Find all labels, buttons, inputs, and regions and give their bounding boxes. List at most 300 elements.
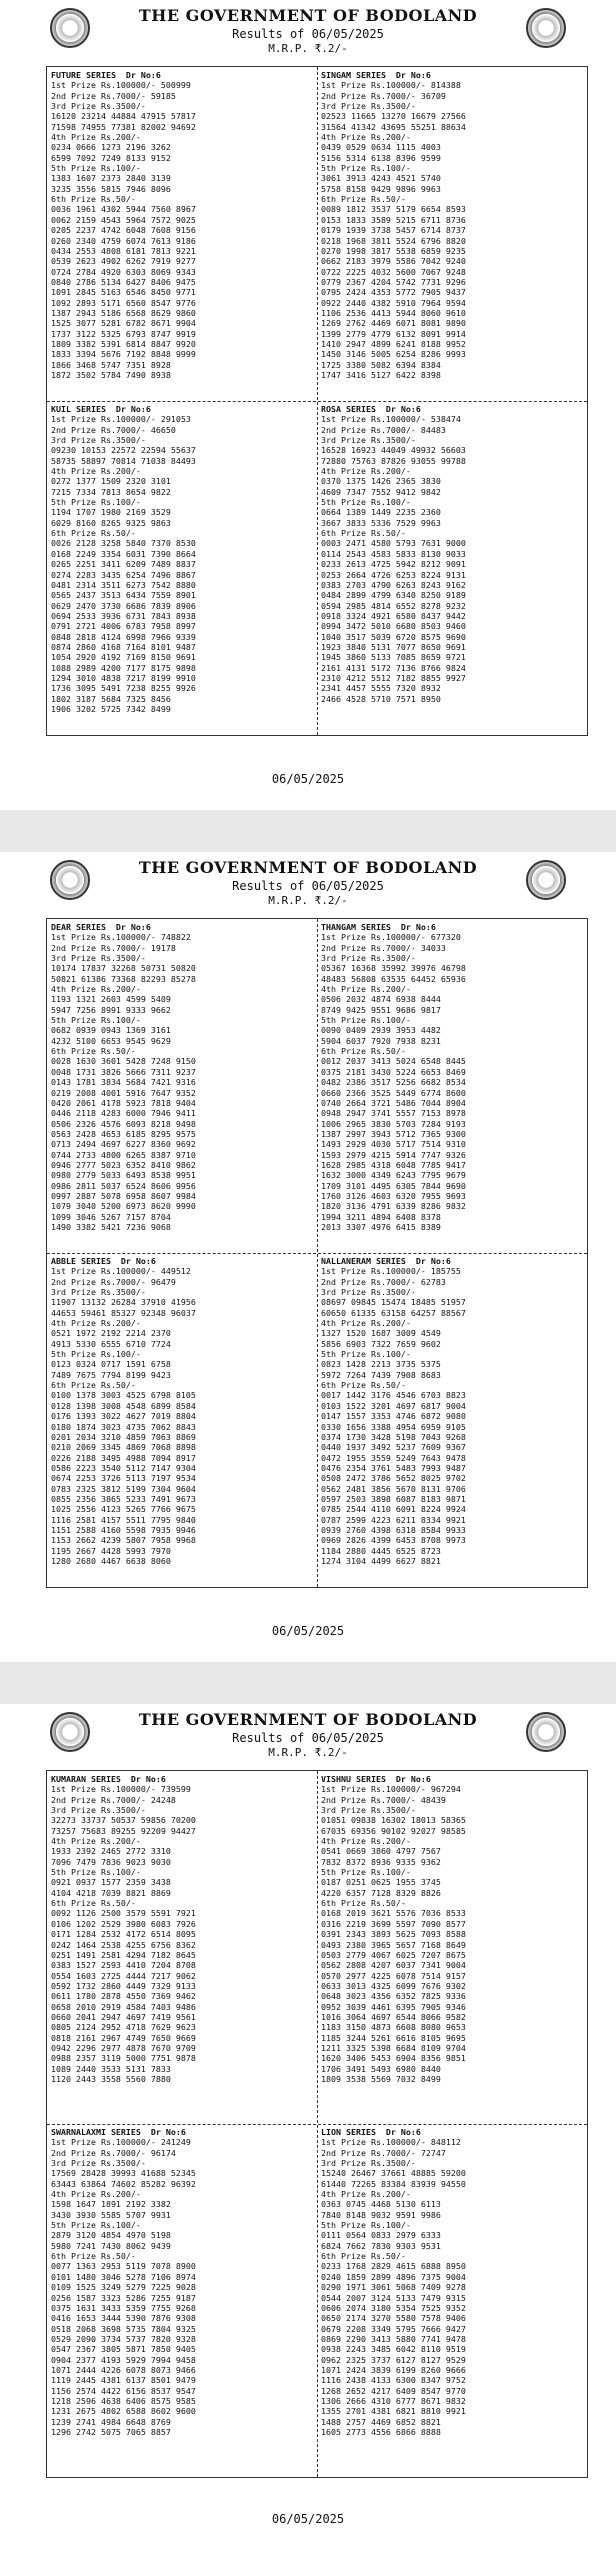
result-line: 1994 3211 4894 6408 8378 <box>321 1211 441 1222</box>
result-line: 1119 2445 4381 6137 8501 9479 <box>51 2375 196 2386</box>
sheet-title: THE GOVERNMENT OF BODOLAND <box>138 6 478 25</box>
result-line: 63443 63864 74602 85282 96392 <box>51 2178 196 2189</box>
result-line: 0848 2818 4124 6998 7966 9339 <box>51 631 196 642</box>
result-line: 7096 7479 7836 9023 9030 <box>51 1856 171 1867</box>
result-line: 0787 2599 4223 6211 8334 9921 <box>321 1514 466 1525</box>
result-line: 0818 2161 2967 4749 7650 9669 <box>51 2032 196 2043</box>
result-line: 4th Prize Rs.200/- <box>321 2189 411 2200</box>
result-line: 1605 2773 4556 6866 8888 <box>321 2426 441 2437</box>
result-line: 0508 2472 3786 5652 8025 9702 <box>321 1473 466 1484</box>
result-line: 1183 3150 4873 6608 8080 9653 <box>321 2022 466 2033</box>
result-line: 1071 2444 4226 6078 8073 9466 <box>51 2364 196 2375</box>
result-line: 1628 2985 4318 6048 7785 9417 <box>321 1159 466 1170</box>
result-line: 1747 3416 5127 6422 8398 <box>321 369 441 380</box>
result-line: 3rd Prize Rs.3500/- <box>51 2158 146 2169</box>
result-line: 2nd Prize Rs.7000/- 36709 <box>321 90 446 101</box>
state-emblem-right-icon <box>526 8 566 48</box>
result-line: 5th Prize Rs.100/- <box>51 497 141 508</box>
result-line: 0101 1480 3046 5278 7106 8974 <box>51 2271 196 2282</box>
result-line: 5th Prize Rs.100/- <box>321 2220 411 2231</box>
state-emblem-left-icon <box>50 1712 90 1752</box>
series-block <box>47 1253 317 1569</box>
result-line: 0629 2470 3730 6686 7839 8906 <box>51 600 196 611</box>
result-line: 0168 2249 3354 6031 7390 8664 <box>51 548 196 559</box>
result-line: 1399 2779 4779 6132 8091 9914 <box>321 328 466 339</box>
result-line: 0316 2219 3699 5597 7090 8577 <box>321 1918 466 1929</box>
result-line: 6th Prize Rs.50/- <box>51 1898 136 1909</box>
result-line: 1071 2424 3839 6199 8260 9666 <box>321 2364 466 2375</box>
result-line: 0363 0745 4468 5130 6113 <box>321 2199 441 2210</box>
result-line: 1802 3187 5684 7325 8456 <box>51 693 171 704</box>
result-line: 3rd Prize Rs.3500/- <box>51 953 146 964</box>
result-line: 05367 16368 35992 39976 46798 <box>321 963 466 974</box>
result-line: 5156 5314 6138 8396 9599 <box>321 152 441 163</box>
result-line: 0563 2428 4653 6185 8295 9575 <box>51 1128 196 1139</box>
result-line: 0592 1732 2860 4449 7329 9133 <box>51 1980 196 1991</box>
result-line: 17569 28428 39993 41688 52345 <box>51 2168 196 2179</box>
result-line: 5th Prize Rs.100/- <box>321 1349 411 1360</box>
result-line: 15240 26467 37661 48885 59200 <box>321 2168 466 2179</box>
state-emblem-left-icon <box>50 8 90 48</box>
result-line: 4th Prize Rs.200/- <box>51 984 141 995</box>
result-line: 0111 0564 0833 2979 6333 <box>321 2230 441 2241</box>
result-line: 0253 2664 4726 6253 8224 9131 <box>321 569 466 580</box>
result-line: 1st Prize Rs.100000/- 500999 <box>51 80 191 91</box>
result-line: 7832 8372 8936 9335 9362 <box>321 1856 441 1867</box>
result-line: 0918 3324 4921 6580 8437 9442 <box>321 610 466 621</box>
result-line: 0969 2826 4399 6453 8708 9973 <box>321 1535 466 1546</box>
result-line: 0290 1971 3061 5068 7409 9278 <box>321 2282 466 2293</box>
series-name: ABBLE SERIES Dr No:6 <box>51 1256 156 1266</box>
result-line: 5th Prize Rs.100/- <box>51 1349 141 1360</box>
result-line: 0988 2357 3119 5000 7751 9878 <box>51 2053 196 2064</box>
result-line: 0106 1202 2529 3980 6083 7926 <box>51 1918 196 1929</box>
footer-date: 06/05/2025 <box>271 1624 345 1638</box>
result-line: 0109 1525 3249 5279 7225 9028 <box>51 2282 196 2293</box>
result-line: 1450 3146 5005 6254 8286 9993 <box>321 349 466 360</box>
result-line: 1st Prize Rs.100000/- 739599 <box>51 1784 191 1795</box>
sheet-title: THE GOVERNMENT OF BODOLAND <box>138 858 478 877</box>
result-line: 1st Prize Rs.100000/- 848112 <box>321 2137 461 2148</box>
series-name: FUTURE SERIES Dr No:6 <box>51 70 161 80</box>
result-line: 61440 72265 83384 83939 94550 <box>321 2178 466 2189</box>
result-line: 3667 3833 5336 7529 9963 <box>321 517 441 528</box>
result-line: 1945 3860 5133 7085 8659 9721 <box>321 652 466 663</box>
result-line: 10174 17837 32268 50731 50820 <box>51 963 196 974</box>
result-line: 0662 2183 3979 5586 7042 9240 <box>321 256 466 267</box>
result-line: 0270 1998 3817 5538 6859 9235 <box>321 245 466 256</box>
result-line: 3rd Prize Rs.3500/- <box>51 1805 146 1816</box>
series-name: NALLANERAM SERIES Dr No:6 <box>321 1256 451 1266</box>
result-line: 1184 2880 4445 6525 8723 <box>321 1545 441 1556</box>
result-line: 1268 2652 4217 6409 8547 9770 <box>321 2385 466 2396</box>
sheet-header <box>0 1704 616 1766</box>
result-line: 0506 2032 4874 6938 8444 <box>321 994 441 1005</box>
result-line: 1598 1647 1891 2192 3382 <box>51 2199 171 2210</box>
series-block <box>47 919 317 1235</box>
result-line: 4th Prize Rs.200/- <box>321 1836 411 1847</box>
result-line: 0274 2283 3435 6254 7496 8867 <box>51 569 196 580</box>
result-line: 5th Prize Rs.100/- <box>51 1015 141 1026</box>
series-name: SINGAM SERIES Dr No:6 <box>321 70 431 80</box>
result-line: 0472 1955 3559 5249 7643 9478 <box>321 1452 466 1463</box>
series-block <box>317 2124 587 2440</box>
result-line: 0539 2623 4902 6262 7919 9277 <box>51 256 196 267</box>
result-line: 2013 3307 4976 6415 8389 <box>321 1221 441 1232</box>
result-line: 0674 2253 3726 5113 7197 9534 <box>51 1473 196 1484</box>
result-line: 48483 56808 63535 64452 65936 <box>321 973 466 984</box>
result-line: 1079 3040 5200 6973 8620 9990 <box>51 1201 196 1212</box>
result-line: 1089 2440 3533 5131 7833 <box>51 2063 171 2074</box>
result-line: 0997 2887 5078 6958 8607 9984 <box>51 1190 196 1201</box>
result-line: 1054 2920 4192 7169 8150 9691 <box>51 652 196 663</box>
result-line: 0100 1378 3003 4525 6798 8105 <box>51 1390 196 1401</box>
result-line: 0012 2037 3413 5024 6548 8445 <box>321 1056 466 1067</box>
result-line: 2nd Prize Rs.7000/- 34033 <box>321 942 446 953</box>
result-line: 11907 13132 26284 37910 41956 <box>51 1297 196 1308</box>
state-emblem-right-icon <box>526 1712 566 1752</box>
result-line: 2nd Prize Rs.7000/- 46650 <box>51 424 176 435</box>
result-line: 0233 2613 4725 5942 8212 9091 <box>321 559 466 570</box>
result-line: 0416 1653 3444 5390 7876 9308 <box>51 2313 196 2324</box>
result-line: 4th Prize Rs.200/- <box>51 1836 141 1847</box>
result-line: 4232 5100 6653 9545 9629 <box>51 1035 171 1046</box>
result-line: 0694 2533 3936 6731 7843 8938 <box>51 610 196 621</box>
result-line: 0521 1972 2192 2214 2370 <box>51 1328 171 1339</box>
result-line: 0481 2314 3511 6273 7542 8880 <box>51 579 196 590</box>
results-date-line: Results of 06/05/2025 <box>232 27 384 41</box>
result-line: 0234 0666 1273 2196 3262 <box>51 142 171 153</box>
results-table <box>46 66 588 736</box>
result-line: 0547 2367 3805 5871 7850 9405 <box>51 2344 196 2355</box>
result-line: 7489 7675 7794 8199 9423 <box>51 1369 171 1380</box>
result-line: 0260 2340 4759 6074 7613 9186 <box>51 235 196 246</box>
result-line: 0062 2159 4543 5964 7572 9025 <box>51 214 196 225</box>
state-emblem-left-icon <box>50 860 90 900</box>
results-date-line: Results of 06/05/2025 <box>232 879 384 893</box>
sheet-title: THE GOVERNMENT OF BODOLAND <box>138 1710 478 1729</box>
result-line: 1040 3517 5039 6720 8575 9690 <box>321 631 466 642</box>
result-line: 1151 2588 4160 5598 7935 9946 <box>51 1524 196 1535</box>
result-line: 5th Prize Rs.100/- <box>321 1867 411 1878</box>
result-line: 2nd Prize Rs.7000/- 59185 <box>51 90 176 101</box>
result-line: 0383 2703 4790 6263 8243 9162 <box>321 579 466 590</box>
result-line: 4220 6357 7128 8329 8826 <box>321 1887 441 1898</box>
result-line: 0648 3023 4356 6352 7825 9336 <box>321 1991 466 2002</box>
result-line: 0658 2010 2919 4584 7403 9486 <box>51 2001 196 2012</box>
result-line: 0123 0324 0717 1591 6758 <box>51 1359 171 1370</box>
result-line: 0939 2760 4398 6318 8584 9933 <box>321 1524 466 1535</box>
result-line: 1st Prize Rs.100000/- 185755 <box>321 1266 461 1277</box>
result-line: 0092 1126 2500 3579 5591 7921 <box>51 1908 196 1919</box>
result-line: 1327 1520 1687 3009 4549 <box>321 1328 441 1339</box>
series-block <box>317 401 587 707</box>
result-line: 0187 0251 0625 1955 3745 <box>321 1877 441 1888</box>
series-name: KUIL SERIES Dr No:6 <box>51 404 151 414</box>
result-line: 0611 1780 2878 4550 7369 9462 <box>51 1991 196 2002</box>
result-line: 5856 6903 7322 7659 9602 <box>321 1338 441 1349</box>
result-line: 4th Prize Rs.200/- <box>51 466 141 477</box>
footer-date: 06/05/2025 <box>271 772 345 786</box>
result-line: 4th Prize Rs.200/- <box>321 466 411 477</box>
result-line: 5th Prize Rs.100/- <box>321 163 411 174</box>
result-line: 0048 1731 3826 5666 7311 9237 <box>51 1066 196 1077</box>
result-line: 0986 2811 5037 6524 8606 9956 <box>51 1180 196 1191</box>
result-sheet-2 <box>0 852 616 1662</box>
result-line: 8749 9425 9551 9686 9817 <box>321 1004 441 1015</box>
result-line: 0544 2007 3124 5133 7479 9315 <box>321 2292 466 2303</box>
result-line: 3rd Prize Rs.3500/- <box>51 101 146 112</box>
result-line: 0660 2366 3525 5449 6774 8600 <box>321 1087 466 1098</box>
result-line: 3430 3930 5585 5707 9931 <box>51 2209 171 2220</box>
result-line: 3rd Prize Rs.3500/- <box>51 1287 146 1298</box>
result-line: 01051 09838 16302 18013 58365 <box>321 1815 466 1826</box>
result-line: 1872 3502 5784 7490 8938 <box>51 369 171 380</box>
result-line: 1820 3136 4791 6339 8286 9832 <box>321 1201 466 1212</box>
result-line: 44653 59461 85327 92348 96037 <box>51 1307 196 1318</box>
result-line: 0942 2296 2977 4878 7670 9709 <box>51 2042 196 2053</box>
result-line: 2nd Prize Rs.7000/- 19178 <box>51 942 176 953</box>
result-line: 6th Prize Rs.50/- <box>321 2251 406 2262</box>
result-line: 0374 1730 3428 5198 7043 9268 <box>321 1431 466 1442</box>
result-line: 16528 16923 44049 49932 56603 <box>321 445 466 456</box>
result-line: 2nd Prize Rs.7000/- 48439 <box>321 1794 446 1805</box>
result-line: 0503 2779 4067 6025 7207 8675 <box>321 1949 466 1960</box>
result-line: 4th Prize Rs.200/- <box>321 984 411 995</box>
result-line: 0562 2808 4207 6037 7341 9004 <box>321 1960 466 1971</box>
result-line: 73257 75683 89255 92209 94427 <box>51 1825 196 1836</box>
result-line: 6th Prize Rs.50/- <box>51 194 136 205</box>
result-line: 1706 3491 5493 6980 8440 <box>321 2063 441 2074</box>
result-line: 1211 3325 5398 6684 8109 9704 <box>321 2042 466 2053</box>
result-line: 1620 3406 5453 6904 8356 9851 <box>321 2053 466 2064</box>
result-line: 5947 7256 8991 9333 9662 <box>51 1004 171 1015</box>
result-line: 1239 2741 4984 6648 8769 <box>51 2416 171 2427</box>
result-line: 0606 2074 3180 5354 7525 9352 <box>321 2302 466 2313</box>
result-line: 3061 3913 4243 4521 5740 <box>321 173 441 184</box>
result-line: 1923 3840 5131 7077 8650 9691 <box>321 641 466 652</box>
result-line: 7840 8148 9032 9591 9986 <box>321 2209 441 2220</box>
page-gap <box>0 1662 616 1704</box>
result-line: 1866 3468 5747 7351 8928 <box>51 359 171 370</box>
result-line: 0026 2128 3258 5840 7370 8530 <box>51 538 196 549</box>
results-table <box>46 1770 588 2478</box>
result-line: 2nd Prize Rs.7000/- 72747 <box>321 2147 446 2158</box>
result-line: 0724 2784 4920 6303 8069 9343 <box>51 266 196 277</box>
result-line: 1185 3244 5261 6616 8105 9695 <box>321 2032 466 2043</box>
result-line: 0980 2779 5033 6493 8538 9951 <box>51 1170 196 1181</box>
result-line: 6th Prize Rs.50/- <box>321 528 406 539</box>
result-line: 0375 2181 3430 5224 6653 8469 <box>321 1066 466 1077</box>
result-line: 3235 3556 5815 7946 8096 <box>51 183 171 194</box>
result-line: 0219 2008 4001 5916 7647 9352 <box>51 1087 196 1098</box>
series-name: SWARNALAXMI SERIES Dr No:6 <box>51 2127 186 2137</box>
result-line: 0740 2664 3721 5486 7044 8904 <box>321 1097 466 1108</box>
result-line: 16120 23214 44884 47915 57817 <box>51 111 196 122</box>
result-line: 5980 7241 7430 8062 9439 <box>51 2240 171 2251</box>
result-line: 0805 2124 2952 4718 7629 9623 <box>51 2022 196 2033</box>
result-line: 1709 3101 4495 6305 7844 9690 <box>321 1180 466 1191</box>
result-sheet-3 <box>0 1704 616 2560</box>
result-line: 1193 1321 2603 4599 5409 <box>51 994 171 1005</box>
result-line: 1933 2392 2465 2772 3310 <box>51 1846 171 1857</box>
result-line: 6th Prize Rs.50/- <box>51 1380 136 1391</box>
page-gap <box>0 810 616 852</box>
result-line: 1493 2929 4030 5717 7514 9310 <box>321 1139 466 1150</box>
series-name: ROSA SERIES Dr No:6 <box>321 404 421 414</box>
result-line: 2nd Prize Rs.7000/- 84483 <box>321 424 446 435</box>
result-line: 0679 2208 3349 5795 7666 9427 <box>321 2323 466 2334</box>
sheet-header <box>0 0 616 62</box>
result-line: 6th Prize Rs.50/- <box>51 1046 136 1057</box>
result-line: 0785 2544 4110 6091 8224 9924 <box>321 1504 466 1515</box>
result-line: 4913 5330 6555 6710 7724 <box>51 1338 171 1349</box>
result-line: 5th Prize Rs.100/- <box>51 163 141 174</box>
series-block <box>47 2124 317 2440</box>
results-date-line: Results of 06/05/2025 <box>232 1731 384 1745</box>
result-line: 0541 0669 3860 4797 7567 <box>321 1846 441 1857</box>
results-table <box>46 918 588 1588</box>
result-line: 0565 2437 3513 6434 7559 8901 <box>51 590 196 601</box>
result-line: 1153 2662 4239 5807 7958 9968 <box>51 1535 196 1546</box>
result-line: 5758 8158 9429 9896 9963 <box>321 183 441 194</box>
result-line: 0946 2777 5023 6352 8410 9862 <box>51 1159 196 1170</box>
result-line: 1387 2943 5186 6568 8629 9860 <box>51 307 196 318</box>
result-line: 1156 2574 4422 6156 8537 9547 <box>51 2385 196 2396</box>
result-line: 0439 0529 0634 1115 4003 <box>321 142 441 153</box>
result-line: 1525 3077 5281 6782 8671 9904 <box>51 318 196 329</box>
result-line: 2341 4457 5555 7320 8932 <box>321 683 441 694</box>
result-line: 0240 1859 2899 4896 7375 9004 <box>321 2271 466 2282</box>
result-line: 1269 2762 4469 6071 8081 9890 <box>321 318 466 329</box>
result-line: 0242 1464 2538 4255 6756 8362 <box>51 1939 196 1950</box>
result-line: 0265 2251 3411 6209 7489 8837 <box>51 559 196 570</box>
result-line: 5972 7264 7439 7908 8683 <box>321 1369 441 1380</box>
result-line: 50821 61386 73368 82293 85278 <box>51 973 196 984</box>
result-line: 31564 41342 43695 55251 88634 <box>321 121 466 132</box>
result-line: 1st Prize Rs.100000/- 677320 <box>321 932 461 943</box>
result-line: 6599 7092 7249 8133 9152 <box>51 152 171 163</box>
result-line: 1106 2536 4413 5944 8060 9610 <box>321 307 466 318</box>
result-line: 1593 2979 4215 5914 7747 9326 <box>321 1149 466 1160</box>
result-line: 0874 2860 4168 7164 8101 9487 <box>51 641 196 652</box>
result-line: 0938 2243 3485 6042 8110 9519 <box>321 2344 466 2355</box>
mrp-line: M.R.P. ₹.2/- <box>268 42 348 55</box>
result-line: 0210 2069 3345 4869 7068 8898 <box>51 1442 196 1453</box>
result-line: 1906 3202 5725 7342 8499 <box>51 703 171 714</box>
result-line: 6th Prize Rs.50/- <box>321 194 406 205</box>
result-line: 0153 1833 3589 5215 6711 8736 <box>321 214 466 225</box>
result-line: 0586 2223 3540 5112 7147 9304 <box>51 1462 196 1473</box>
result-line: 5th Prize Rs.100/- <box>321 497 411 508</box>
result-line: 0779 2367 4204 5742 7731 9296 <box>321 276 466 287</box>
result-line: 0383 1527 2593 4410 7204 8708 <box>51 1960 196 1971</box>
state-emblem-right-icon <box>526 860 566 900</box>
result-line: 0493 2380 3965 5657 7168 8649 <box>321 1939 466 1950</box>
result-line: 4104 4218 7039 8821 8869 <box>51 1887 171 1898</box>
result-line: 1736 3095 5491 7238 8255 9926 <box>51 683 196 694</box>
result-line: 0089 1812 3537 5179 6654 8593 <box>321 204 466 215</box>
result-line: 1194 1707 1980 2169 3529 <box>51 507 171 518</box>
result-line: 60650 61335 63158 64257 88567 <box>321 1307 466 1318</box>
series-block <box>47 1771 317 2087</box>
series-name: VISHNU SERIES Dr No:6 <box>321 1774 431 1784</box>
result-line: 1025 2556 4123 5265 7766 9675 <box>51 1504 196 1515</box>
result-line: 6th Prize Rs.50/- <box>321 1046 406 1057</box>
result-line: 1737 3122 5325 6793 8747 9919 <box>51 328 196 339</box>
result-line: 2nd Prize Rs.7000/- 96174 <box>51 2147 176 2158</box>
result-line: 1383 1607 2373 2840 3139 <box>51 173 171 184</box>
result-line: 0205 2237 4742 6048 7608 9156 <box>51 225 196 236</box>
result-line: 4th Prize Rs.200/- <box>51 1318 141 1329</box>
result-line: 0664 1389 1449 2235 2360 <box>321 507 441 518</box>
result-line: 0440 1937 3492 5237 7609 9367 <box>321 1442 466 1453</box>
result-line: 0103 1522 3201 4697 6817 9004 <box>321 1400 466 1411</box>
result-line: 0090 0409 2939 3953 4482 <box>321 1025 441 1036</box>
result-line: 0713 2494 4697 6227 8360 9692 <box>51 1139 196 1150</box>
result-line: 0017 1442 3176 4546 6703 8823 <box>321 1390 466 1401</box>
result-line: 3rd Prize Rs.3500/- <box>321 1805 416 1816</box>
result-line: 2310 4212 5512 7182 8855 9927 <box>321 672 466 683</box>
series-name: LION SERIES Dr No:6 <box>321 2127 421 2137</box>
result-line: 5th Prize Rs.100/- <box>51 2220 141 2231</box>
result-line: 58735 58897 70814 71038 84493 <box>51 455 196 466</box>
series-block <box>47 67 317 383</box>
result-line: 0375 1631 3433 5359 7755 9268 <box>51 2302 196 2313</box>
result-line: 1488 2757 4469 6852 8821 <box>321 2416 441 2427</box>
result-line: 0143 1781 3834 5684 7421 9316 <box>51 1077 196 1088</box>
result-line: 1632 3000 4349 6243 7795 9679 <box>321 1170 466 1181</box>
result-line: 1st Prize Rs.100000/- 967294 <box>321 1784 461 1795</box>
result-line: 6th Prize Rs.50/- <box>321 1898 406 1909</box>
result-line: 72880 75763 87826 93055 99788 <box>321 455 466 466</box>
series-block <box>47 401 317 717</box>
result-line: 0179 1939 3738 5457 6714 8737 <box>321 225 466 236</box>
result-line: 0869 2290 3413 5880 7741 9478 <box>321 2333 466 2344</box>
result-line: 1st Prize Rs.100000/- 748822 <box>51 932 191 943</box>
result-line: 4th Prize Rs.200/- <box>51 132 141 143</box>
result-line: 1st Prize Rs.100000/- 291053 <box>51 414 191 425</box>
result-line: 0594 2985 4814 6552 8278 9232 <box>321 600 466 611</box>
result-line: 1006 2965 3830 5703 7284 9193 <box>321 1118 466 1129</box>
result-line: 0506 2326 4576 6093 8218 9498 <box>51 1118 196 1129</box>
result-line: 08697 09845 15474 18485 51957 <box>321 1297 466 1308</box>
result-line: 4th Prize Rs.200/- <box>321 132 411 143</box>
result-line: 0147 1557 3353 4746 6872 9080 <box>321 1411 466 1422</box>
result-line: 5th Prize Rs.100/- <box>321 1015 411 1026</box>
mrp-line: M.R.P. ₹.2/- <box>268 894 348 907</box>
result-line: 0256 1587 3323 5286 7255 9187 <box>51 2292 196 2303</box>
result-line: 0795 2424 4353 5772 7905 9437 <box>321 287 466 298</box>
result-line: 0272 1377 1509 2320 3101 <box>51 476 171 487</box>
result-line: 0434 2553 4808 6181 7813 9221 <box>51 245 196 256</box>
result-line: 0597 2503 3898 6087 8183 9871 <box>321 1493 466 1504</box>
result-line: 3rd Prize Rs.3500/- <box>321 101 416 112</box>
result-line: 0180 1874 3023 4735 7062 8843 <box>51 1421 196 1432</box>
result-line: 0003 2471 4580 5793 7631 9000 <box>321 538 466 549</box>
series-name: KUMARAN SERIES Dr No:6 <box>51 1774 166 1784</box>
result-line: 0476 2354 3761 5483 7993 9487 <box>321 1462 466 1473</box>
result-line: 0218 1968 3811 5524 6796 8820 <box>321 235 466 246</box>
result-line: 5904 6037 7920 7938 8231 <box>321 1035 441 1046</box>
result-line: 0994 3472 5010 6680 8503 9460 <box>321 621 466 632</box>
result-line: 0201 2034 3210 4859 7063 8869 <box>51 1431 196 1442</box>
result-line: 0823 1428 2213 3735 5375 <box>321 1359 441 1370</box>
result-line: 3rd Prize Rs.3500/- <box>321 2158 416 2169</box>
result-line: 0028 1630 3601 5428 7248 9150 <box>51 1056 196 1067</box>
result-line: 1809 3538 5569 7032 8499 <box>321 2073 441 2084</box>
result-line: 5th Prize Rs.100/- <box>51 1867 141 1878</box>
